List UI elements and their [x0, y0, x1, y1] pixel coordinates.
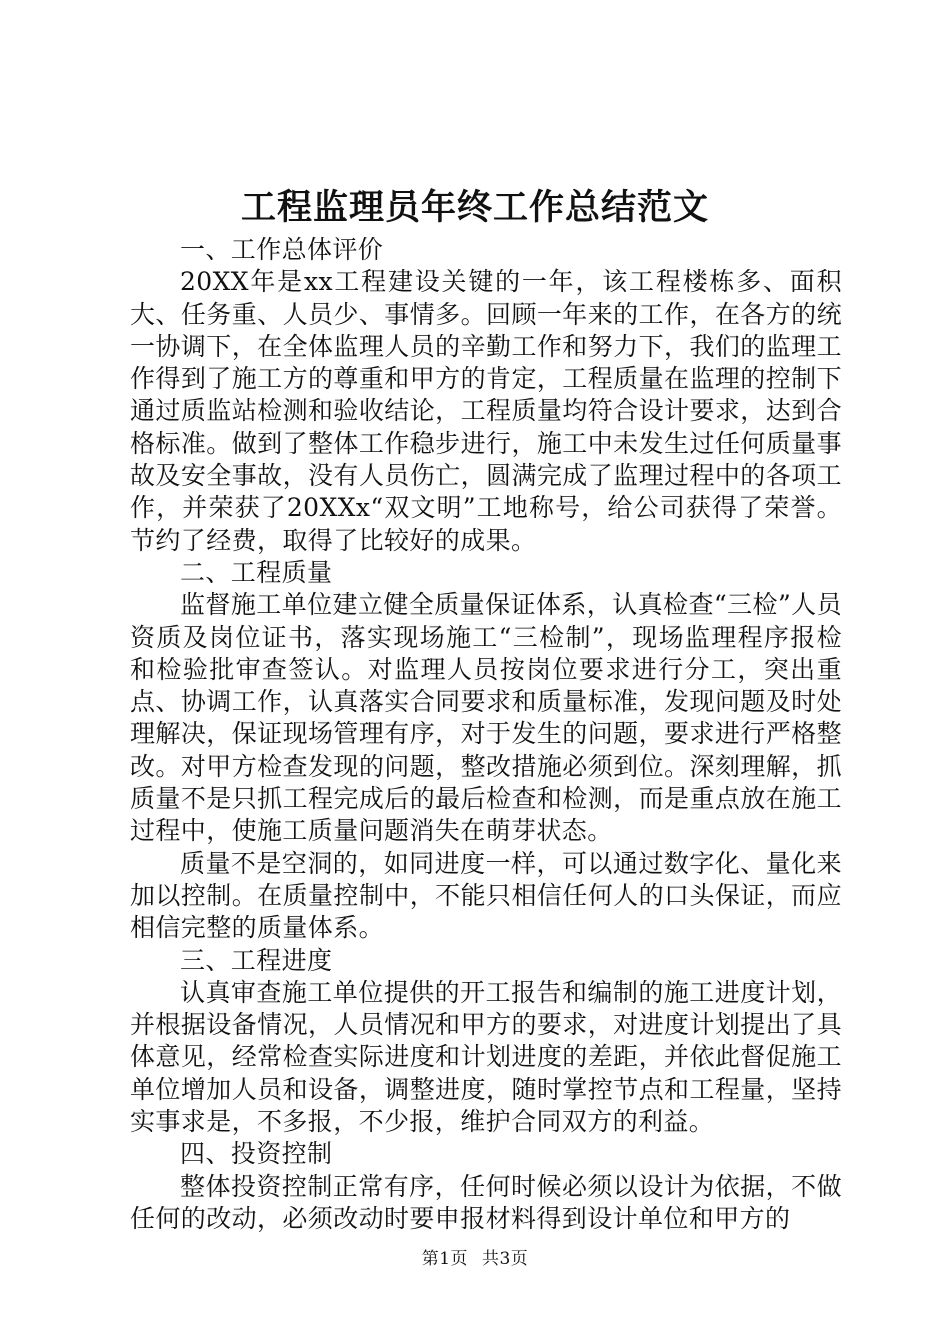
body-paragraph: 整体投资控制正常有序，任何时候必须以设计为依据，不做任何的改动，必须改动时要申报材料得到设计单位和甲方的 — [130, 1171, 842, 1233]
page-number: 第1页 — [421, 1249, 469, 1269]
section-heading: 二、工程质量 — [180, 557, 333, 587]
document-body — [130, 234, 842, 1235]
page-footer — [0, 1244, 950, 1269]
document-title: 工程监理员年终工作总结范文 — [240, 187, 709, 228]
page-total: 共3页 — [481, 1249, 529, 1269]
body-paragraph: 认真审查施工单位提供的开工报告和编制的施工进度计划，并根据设备情况，人员情况和甲方的要求，对进度计划提出了具体意见，经常检查实际进度和计划进度的差距，并依此督促施工单位增加人员和设备，调整进度，随时掌控节点和工程量，坚持实事求是，不多报，不少报，维护合同双方的利益。 — [130, 977, 842, 1137]
body-paragraph: 监督施工单位建立健全质量保证体系，认真检查“三检”人员资质及岗位证书，落实现场施工“三检制”，现场监理程序报检和检验批审查签认。对监理人员按岗位要求进行分工，突出重点、协调工作，认真落实合同要求和质量标准，发现问题及时处理解决，保证现场管理有序，对于发生的问题，要求进行严格整改。对甲方检查发现的问题，整改措施必须到位。深刻理解，抓质量不是只抓工程完成后的最后检查和检测，而是重点放在施工过程中，使施工质量问题消失在萌芽状态。 — [130, 590, 842, 846]
section-heading: 一、工作总体评价 — [180, 235, 384, 264]
body-paragraph: 20XX年是xx工程建设关键的一年，该工程楼栋多、面积大、任务重、人员少、事情多。回顾一年来的工作，在各方的统一协调下，在全体监理人员的辛勤工作和努力下，我们的监理工作得到了施工方的尊重和甲方的肯定，工程质量在监理的控制下通过质监站检测和验收结论，工程质量均符合设计要求，达到合格标准。做到了整体工作稳步进行，施工中未发生过任何质量事故及安全事故，没有人员伤亡，圆满完成了监理过程中的各项工作，并荣获了20XXx“双文明”工地称号，给公司获得了荣誉。节约了经费，取得了比较好的成果。 — [130, 267, 842, 555]
section-heading: 四、投资控制 — [180, 1139, 333, 1169]
section-heading: 三、工程进度 — [180, 945, 333, 975]
body-paragraph: 质量不是空洞的，如同进度一样，可以通过数字化、量化来加以控制。在质量控制中，不能只相信任何人的口头保证，而应相信完整的质量体系。 — [130, 848, 842, 943]
